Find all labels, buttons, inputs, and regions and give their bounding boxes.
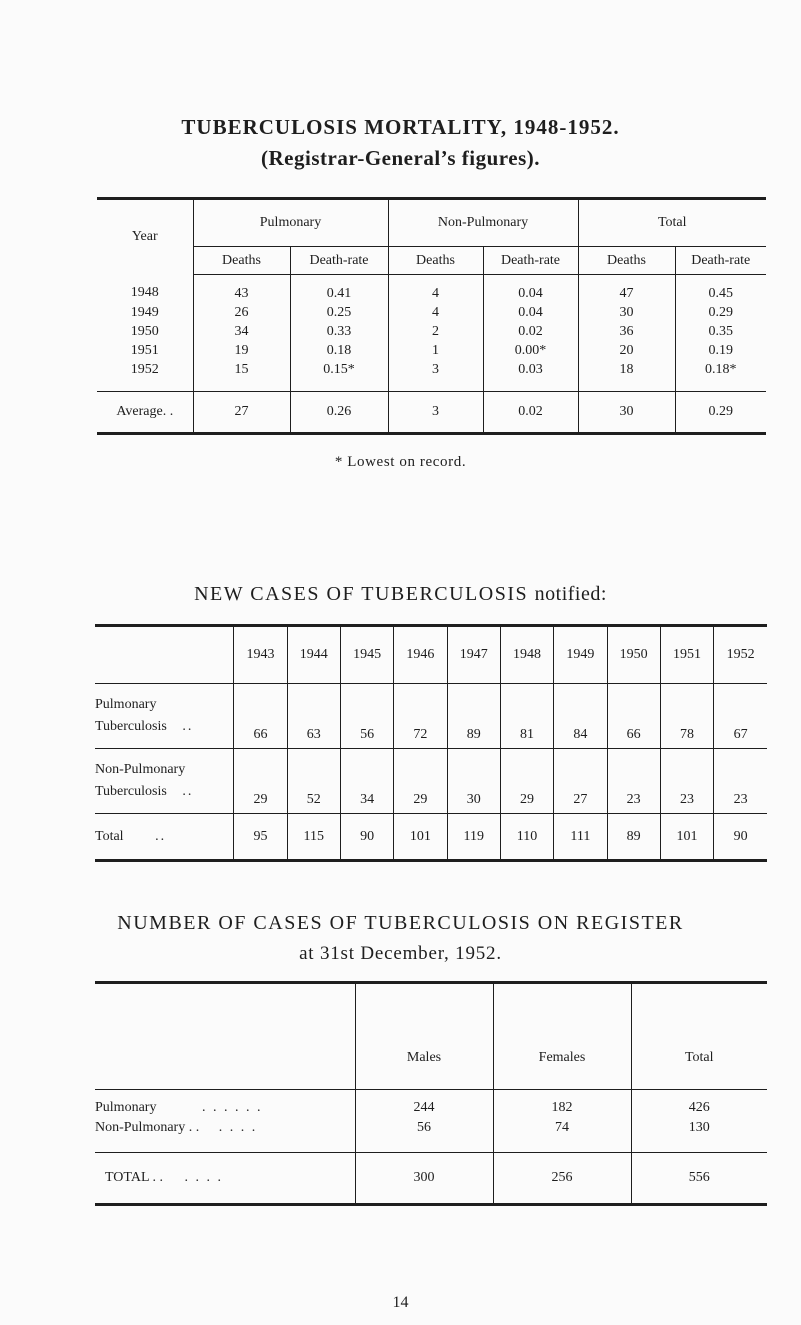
table-cell: 0.02 bbox=[483, 322, 578, 341]
table-cell: 27 bbox=[554, 749, 607, 814]
row-label bbox=[95, 1153, 355, 1205]
deaths-header: Deaths bbox=[388, 247, 483, 275]
year-cell: 1949 bbox=[130, 304, 159, 320]
table-cell: 0.04 bbox=[483, 275, 578, 304]
leader-dots: . . . . bbox=[218, 1120, 258, 1135]
average-label: Average. . bbox=[97, 392, 193, 434]
total-header: Total bbox=[578, 199, 766, 247]
males-header: Males bbox=[355, 983, 493, 1090]
females-header: Females bbox=[493, 983, 631, 1090]
row-label-line1: Non-Pulmonary bbox=[95, 762, 186, 777]
table-cell: 426 bbox=[631, 1090, 767, 1119]
mortality-table bbox=[97, 197, 766, 435]
table-cell: 119 bbox=[447, 814, 500, 861]
table-cell: 19 bbox=[193, 341, 290, 360]
table-cell: 89 bbox=[607, 814, 660, 861]
deaths-header: Deaths bbox=[578, 247, 675, 275]
new-cases-title-main: NEW CASES OF TUBERCULOSIS bbox=[194, 583, 529, 605]
table-cell: 3 bbox=[388, 392, 483, 434]
row-label bbox=[95, 1118, 355, 1153]
table-cell: 244 bbox=[355, 1090, 493, 1119]
table-cell: 111 bbox=[554, 814, 607, 861]
table-cell: 300 bbox=[355, 1153, 493, 1205]
year-header: 1948 bbox=[500, 626, 553, 684]
mortality-header-row bbox=[97, 199, 766, 247]
new-cases-title-tail: notified: bbox=[534, 583, 607, 605]
table-cell: 66 bbox=[607, 684, 660, 749]
table-cell: 23 bbox=[607, 749, 660, 814]
row-label bbox=[95, 814, 234, 861]
leader-dots: . . . . bbox=[184, 1170, 223, 1185]
total-header: Total bbox=[631, 983, 767, 1090]
table-cell: 74 bbox=[493, 1118, 631, 1153]
table-cell: 101 bbox=[394, 814, 447, 861]
year-cell: 1950 bbox=[130, 323, 159, 339]
table-cell: 29 bbox=[500, 749, 553, 814]
table-cell: 0.26 bbox=[290, 392, 388, 434]
death-rate-header: Death-rate bbox=[675, 247, 766, 275]
register-table bbox=[95, 981, 767, 1206]
table-cell: 20 bbox=[578, 341, 675, 360]
average-row bbox=[97, 392, 766, 434]
table-cell: 0.00* bbox=[483, 341, 578, 360]
table-cell: 56 bbox=[355, 1118, 493, 1153]
total-row bbox=[95, 1153, 767, 1205]
table-cell: 0.33 bbox=[290, 322, 388, 341]
table-cell: 36 bbox=[578, 322, 675, 341]
row-label-line2: Tuberculosis bbox=[95, 719, 167, 734]
leader-dots: .. bbox=[182, 784, 194, 799]
table-cell: 0.02 bbox=[483, 392, 578, 434]
year-header: Year bbox=[131, 229, 158, 245]
table-cell: 43 bbox=[193, 275, 290, 304]
leader-dots: .. bbox=[182, 719, 194, 734]
table-cell: 110 bbox=[500, 814, 553, 861]
table-cell: 81 bbox=[500, 684, 553, 749]
table-cell: 72 bbox=[394, 684, 447, 749]
register-subtitle: at 31st December, 1952. bbox=[299, 943, 502, 964]
death-rate-header: Death-rate bbox=[483, 247, 578, 275]
new-cases-title bbox=[0, 583, 801, 606]
table-cell: 0.04 bbox=[483, 303, 578, 322]
row-label-text: Pulmonary bbox=[95, 1100, 157, 1115]
year-header: 1952 bbox=[714, 626, 767, 684]
table-cell: 182 bbox=[493, 1090, 631, 1119]
table-row bbox=[97, 341, 766, 360]
table-cell: 95 bbox=[234, 814, 287, 861]
row-label bbox=[95, 749, 234, 814]
table-cell: 30 bbox=[578, 392, 675, 434]
table-cell: 78 bbox=[660, 684, 713, 749]
table-cell: 18 bbox=[578, 360, 675, 392]
table-row bbox=[95, 684, 767, 749]
table-cell: 0.15* bbox=[290, 360, 388, 392]
row-label bbox=[95, 1090, 355, 1119]
total-row bbox=[95, 814, 767, 861]
table-cell: 34 bbox=[193, 322, 290, 341]
row-label bbox=[95, 684, 234, 749]
deaths-header: Deaths bbox=[193, 247, 290, 275]
row-label-line1: Pulmonary bbox=[95, 697, 157, 712]
table-cell: 0.35 bbox=[675, 322, 766, 341]
table-cell: 23 bbox=[714, 749, 767, 814]
page-number: 14 bbox=[392, 1294, 409, 1311]
new-cases-table bbox=[95, 624, 767, 862]
table-cell: 101 bbox=[660, 814, 713, 861]
table-row bbox=[97, 275, 766, 304]
table-cell: 23 bbox=[660, 749, 713, 814]
register-title: NUMBER OF CASES OF TUBERCULOSIS ON REGISTER bbox=[117, 912, 684, 934]
mortality-subtitle: (Registrar-General’s figures). bbox=[261, 146, 540, 170]
mortality-title: TUBERCULOSIS MORTALITY, 1948-1952. bbox=[181, 115, 620, 139]
table-cell: 52 bbox=[287, 749, 340, 814]
table-cell: 90 bbox=[340, 814, 393, 861]
table-cell: 3 bbox=[388, 360, 483, 392]
row-label-text: Non-Pulmonary . . bbox=[95, 1120, 200, 1135]
year-header: 1944 bbox=[287, 626, 340, 684]
table-cell: 30 bbox=[578, 303, 675, 322]
year-cell: 1951 bbox=[130, 342, 159, 358]
year-header: 1943 bbox=[234, 626, 287, 684]
table-cell: 0.19 bbox=[675, 341, 766, 360]
table-cell: 0.18* bbox=[675, 360, 766, 392]
total-label: TOTAL . . bbox=[105, 1170, 163, 1185]
table-row bbox=[95, 1090, 767, 1119]
mortality-subheader-row bbox=[97, 247, 766, 275]
death-rate-header: Death-rate bbox=[290, 247, 388, 275]
table-cell: 4 bbox=[388, 275, 483, 304]
blank-header bbox=[95, 983, 355, 1090]
table-cell: 56 bbox=[340, 684, 393, 749]
year-header: 1945 bbox=[340, 626, 393, 684]
table-cell: 0.45 bbox=[675, 275, 766, 304]
total-label: Total bbox=[95, 828, 124, 844]
table-cell: 0.29 bbox=[675, 303, 766, 322]
table-cell: 67 bbox=[714, 684, 767, 749]
table-cell: 90 bbox=[714, 814, 767, 861]
table-cell: 66 bbox=[234, 684, 287, 749]
table-cell: 0.03 bbox=[483, 360, 578, 392]
year-cell: 1948 bbox=[130, 285, 159, 301]
table-row bbox=[95, 1118, 767, 1153]
table-cell: 30 bbox=[447, 749, 500, 814]
non-pulmonary-header: Non-Pulmonary bbox=[388, 199, 578, 247]
table-cell: 84 bbox=[554, 684, 607, 749]
table-cell: 0.25 bbox=[290, 303, 388, 322]
blank-header bbox=[95, 626, 234, 684]
footnote: * Lowest on record. bbox=[334, 454, 467, 470]
pulmonary-header: Pulmonary bbox=[193, 199, 388, 247]
year-header: 1951 bbox=[660, 626, 713, 684]
leader-dots: . . . . . . bbox=[201, 1100, 263, 1115]
table-row bbox=[95, 749, 767, 814]
years-header-row bbox=[95, 626, 767, 684]
table-cell: 0.29 bbox=[675, 392, 766, 434]
table-cell: 47 bbox=[578, 275, 675, 304]
year-header: 1950 bbox=[607, 626, 660, 684]
year-header: 1949 bbox=[554, 626, 607, 684]
table-cell: 256 bbox=[493, 1153, 631, 1205]
table-row bbox=[97, 360, 766, 392]
table-cell: 2 bbox=[388, 322, 483, 341]
table-cell: 29 bbox=[394, 749, 447, 814]
table-row bbox=[97, 303, 766, 322]
table-cell: 1 bbox=[388, 341, 483, 360]
table-cell: 27 bbox=[193, 392, 290, 434]
table-cell: 34 bbox=[340, 749, 393, 814]
table-cell: 130 bbox=[631, 1118, 767, 1153]
table-cell: 63 bbox=[287, 684, 340, 749]
table-cell: 115 bbox=[287, 814, 340, 861]
table-cell: 0.41 bbox=[290, 275, 388, 304]
table-cell: 4 bbox=[388, 303, 483, 322]
row-label-line2: Tuberculosis bbox=[95, 784, 167, 799]
leader-dots: .. bbox=[155, 828, 167, 844]
table-row bbox=[97, 322, 766, 341]
year-cell: 1952 bbox=[130, 361, 159, 377]
table-cell: 29 bbox=[234, 749, 287, 814]
year-header: 1946 bbox=[394, 626, 447, 684]
register-header-row bbox=[95, 983, 767, 1090]
table-cell: 89 bbox=[447, 684, 500, 749]
table-cell: 15 bbox=[193, 360, 290, 392]
table-cell: 556 bbox=[631, 1153, 767, 1205]
table-cell: 26 bbox=[193, 303, 290, 322]
table-cell: 0.18 bbox=[290, 341, 388, 360]
year-header: 1947 bbox=[447, 626, 500, 684]
